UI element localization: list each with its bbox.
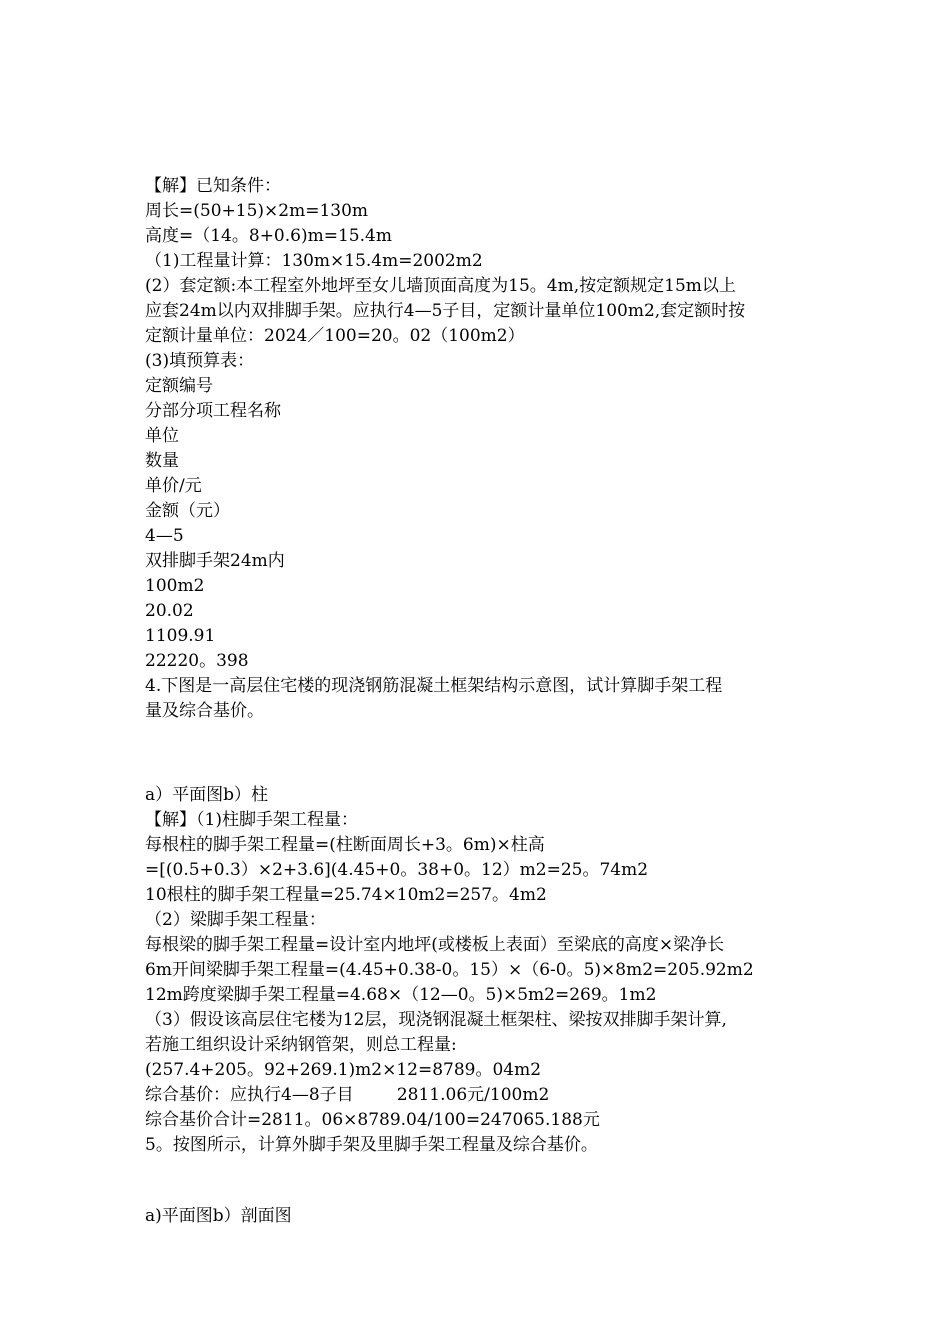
section-solution-1 — [145, 174, 845, 724]
text-line: 【解】已知条件： — [145, 176, 281, 196]
text-line: 5。按图所示，计算外脚手架及里脚手架工程量及综合基价。 — [145, 1135, 598, 1155]
text-line: 定额计量单位：2024／100=20。02（100m2） — [145, 326, 525, 346]
text-line: (3)填预算表： — [145, 351, 255, 371]
text-line: 4.下图是一高层住宅楼的现浇钢筋混凝土框架结构示意图，试计算脚手架工程 — [145, 676, 723, 696]
text-line: 12m跨度梁脚手架工程量=4.68×（12—0。5)×5m2=269。1m2 — [145, 985, 657, 1005]
text-line: (2）套定额:本工程室外地坪至女儿墙顶面高度为15。4m,按定额规定15m以上 — [145, 276, 736, 296]
text-line: 周长=(50+15)×2m=130m — [145, 201, 369, 221]
text-line: 双排脚手架24m内 — [145, 551, 285, 571]
text-line: 分部分项工程名称 — [145, 401, 281, 421]
figure-space — [145, 1158, 845, 1204]
text-line: 金额（元） — [145, 501, 230, 521]
text-line: （3）假设该高层住宅楼为12层，现浇钢混凝土框架柱、梁按双排脚手架计算, — [145, 1010, 727, 1030]
document-body — [145, 174, 845, 1229]
text-line: 【解】（1)柱脚手架工程量： — [145, 810, 358, 830]
text-line: （1)工程量计算：130m×15.4m=2002m2 — [145, 251, 483, 271]
figure-space — [145, 724, 845, 783]
text-line: 高度=（14。8+0.6)m=15.4m — [145, 226, 392, 246]
text-line: 应套24m以内双排脚手架。应执行4—5子目，定额计量单位100m2,套定额时按 — [145, 301, 746, 321]
text-line: 单位 — [145, 426, 179, 446]
text-line: 单价/元 — [145, 476, 202, 496]
text-line: 量及综合基价。 — [145, 701, 264, 721]
text-line: 若施工组织设计采纳钢管架，则总工程量: — [145, 1035, 457, 1055]
text-line: 10根柱的脚手架工程量=25.74×10m2=257。4m2 — [145, 885, 547, 905]
text-line: 100m2 — [145, 576, 205, 596]
text-line: 22220。398 — [145, 651, 249, 671]
text-line: =[(0.5+0.3）×2+3.6](4.45+0。38+0。12）m2=25。74m2 — [145, 860, 649, 880]
text-line: 6m开间梁脚手架工程量=(4.45+0.38-0。15）×（6-0。5)×8m2=205.92m2 — [145, 960, 754, 980]
text-line: a)平面图b）剖面图 — [145, 1206, 292, 1226]
section-caption-3 — [145, 1204, 845, 1229]
text-line: 1109.91 — [145, 626, 216, 646]
text-line: 每根梁的脚手架工程量=设计室内地坪(或楼板上表面）至梁底的高度×梁净长 — [145, 935, 725, 955]
text-line: 4—5 — [145, 526, 184, 546]
text-line: 综合基价：应执行4—8子目 2811.06元/100m2 — [145, 1085, 550, 1105]
text-line: 综合基价合计=2811。06×8789.04/100=247065.188元 — [145, 1110, 600, 1130]
text-line: 每根柱的脚手架工程量=(柱断面周长+3。6m)×柱高 — [145, 835, 545, 855]
text-line: 20.02 — [145, 601, 194, 621]
text-line: 定额编号 — [145, 376, 213, 396]
text-line: a）平面图b）柱 — [145, 785, 269, 805]
text-line: 数量 — [145, 451, 179, 471]
text-line: （2）梁脚手架工程量： — [145, 910, 326, 930]
section-solution-2 — [145, 783, 845, 1158]
text-line: (257.4+205。92+269.1)m2×12=8789。04m2 — [145, 1060, 542, 1080]
